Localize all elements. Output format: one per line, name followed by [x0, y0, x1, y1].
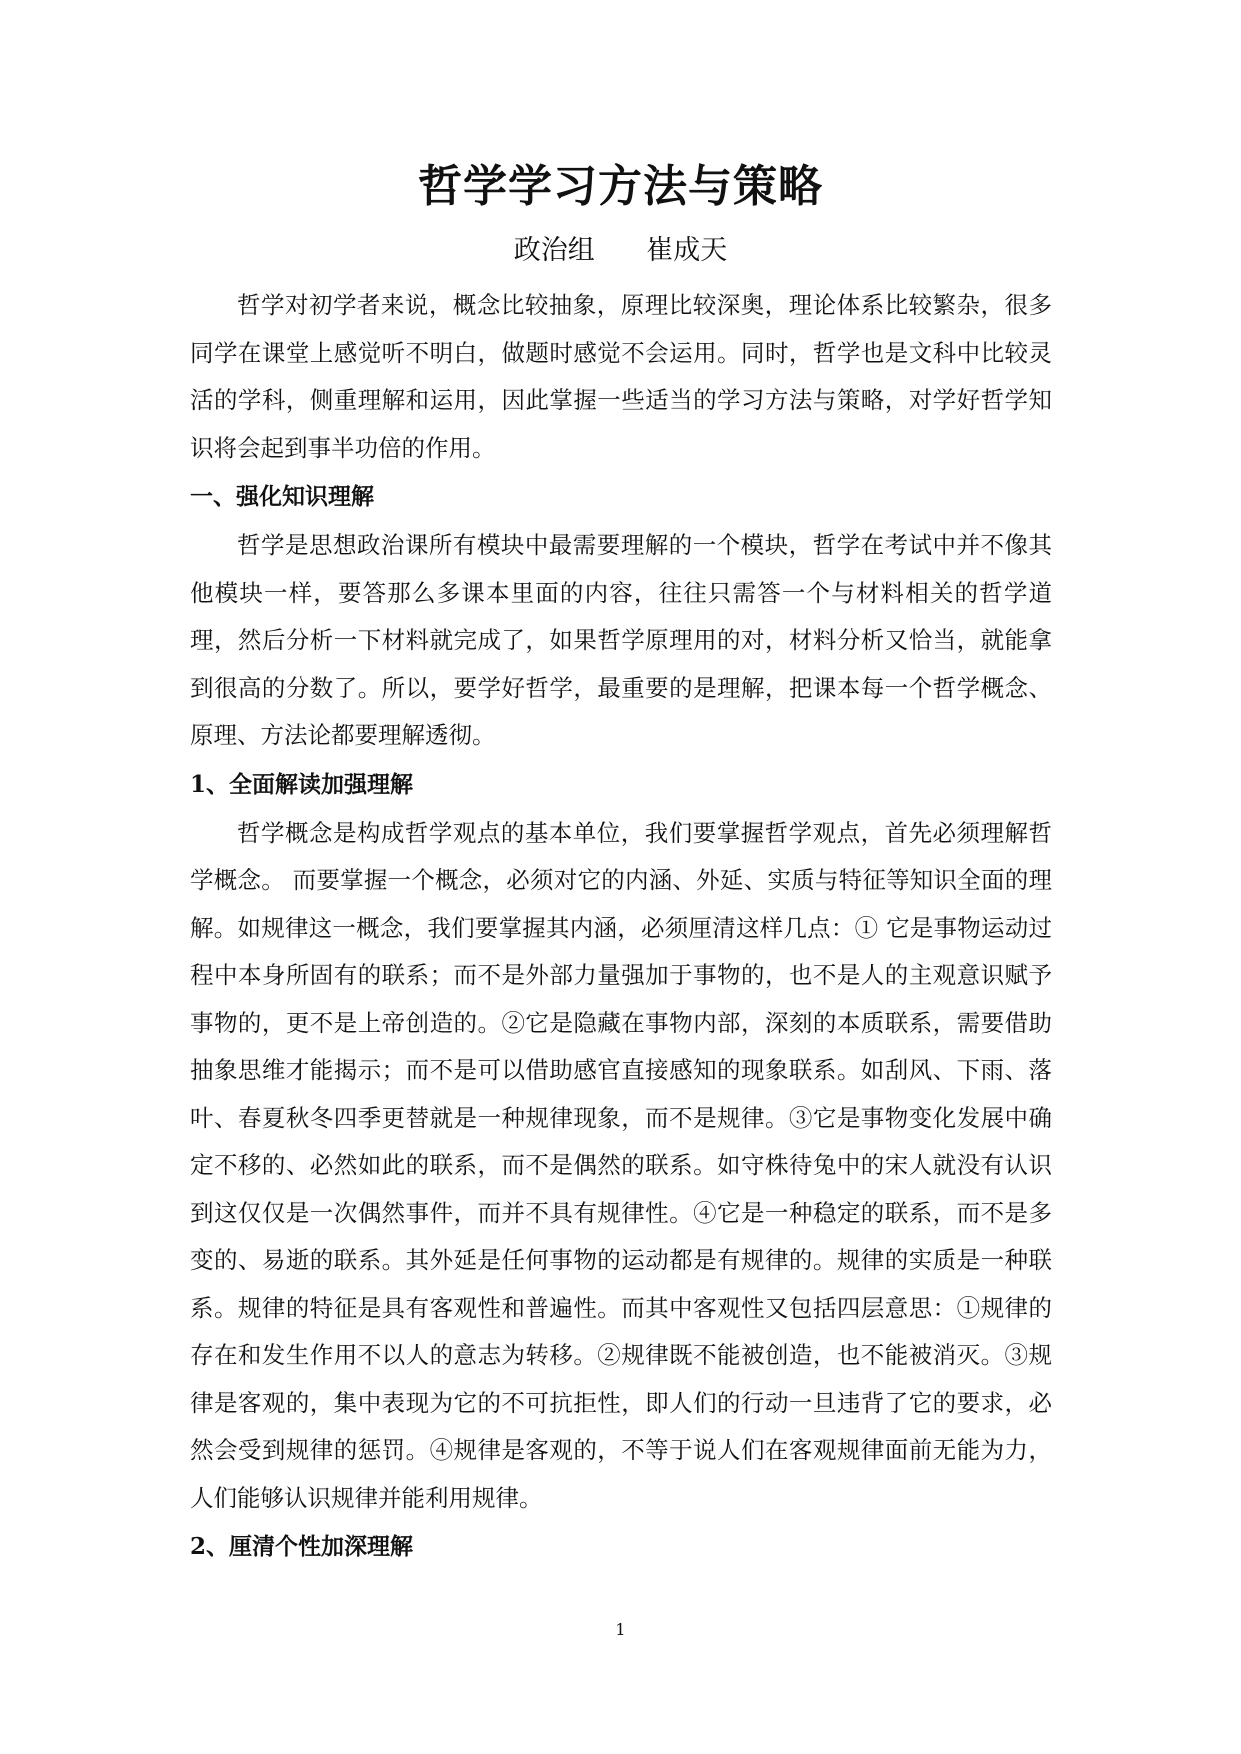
document-title: 哲学学习方法与策略 [418, 161, 823, 212]
author-byline: 政治组 崔成天 [513, 235, 728, 266]
intro-paragraph: 哲学对初学者来说，概念比较抽象，原理比较深奥，理论体系比较繁杂，很多同学在课堂上感觉听不明白，做题时感觉不会运用。同时，哲学也是文科中比较灵活的学科，侧重理解和运用，因此掌握一些适当的学习方法与策略，对学好哲学知识将会起到事半功倍的作用。 [190, 291, 1052, 462]
section-heading-1: 一、强化知识理解 [190, 483, 374, 510]
subsection-heading-2: 2、厘清个性加深理解 [190, 1533, 414, 1560]
section-1-paragraph: 哲学是思想政治课所有模块中最需要理解的一个模块，哲学在考试中并不像其他模块一样，要答那么多课本里面的内容，往往只需答一个与材料相关的哲学道理，然后分析一下材料就完成了，如果哲学原理用的对，材料分析又恰当，就能拿到很高的分数了。所以，要学好哲学，最重要的是理解，把课本每一个哲学概念、原理、方法论都要理解透彻。 [190, 531, 1052, 749]
page-number: 1 [615, 1620, 626, 1639]
subsection-heading-1: 1、全面解读加强理解 [190, 770, 414, 798]
document-body [190, 282, 1052, 1572]
subsection-1-paragraph: 哲学概念是构成哲学观点的基本单位，我们要掌握哲学观点，首先必须理解哲学概念。 而要掌握一个概念，必须对它的内涵、外延、实质与特征等知识全面的理解。如规律这一概念，我们要掌握其内涵，必须厘清这样几点：① 它是事物运动过程中本身所固有的联系；而不是外部力量强加于事物的，也不是人的主观意识赋予事物的，更不是上帝创造的。②它是隐藏在事物内部，深刻的本质联系，需要借助抽象思维才能揭示；而不是可以借助感官直接感知的现象联系。如刮风、下雨、落叶、春夏秋冬四季更替就是一种规律现象，而不是规律。③它是事物变化发展中确定不移的、必然如此的联系，而不是偶然的联系。如守株待兔中的宋人就没有认识到这仅仅是一次偶然事件，而并不具有规律性。④它是一种稳定的联系，而不是多变的、易逝的联系。其外延是任何事物的运动都是有规律的。规律的实质是一种联系。规律的特征是具有客观性和普遍性。而其中客观性又包括四层意思：①规律的存在和发生作用不以人的意志为转移。②规律既不能被创造，也不能被消灭。③规律是客观的，集中表现为它的不可抗拒性，即人们的行动一旦违背了它的要求，必然会受到规律的惩罚。④规律是客观的，不等于说人们在客观规律面前无能为力，人们能够认识规律并能利用规律。 [190, 818, 1052, 1512]
